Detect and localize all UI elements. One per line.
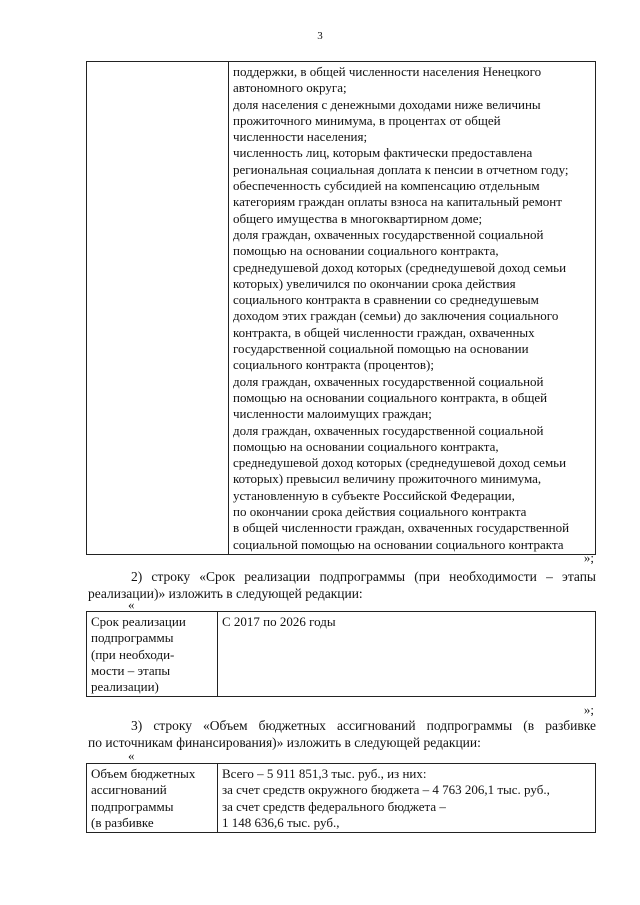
text-line: (в разбивке xyxy=(91,814,154,830)
table-row xyxy=(87,764,596,833)
table-cell-label xyxy=(87,612,218,697)
text-line: региональная социальная доплата к пенсии в отчетном году; xyxy=(233,161,569,177)
text-line: по окончании срока действия социального контракта xyxy=(233,504,527,520)
table-cell-indicators xyxy=(229,62,596,555)
closing-quote: »; xyxy=(583,702,594,717)
text-line: численности малоимущих граждан; xyxy=(233,406,432,422)
text-line: помощью на основании социального контракта, xyxy=(233,438,499,454)
text-line: которых) увеличился по окончании срока действия xyxy=(233,275,516,291)
text-line: прожиточного минимума, в процентах от общей xyxy=(233,112,501,128)
text-line: социальной помощью на основании социального контракта xyxy=(233,536,564,552)
text-line: (при необходи- xyxy=(91,646,175,662)
amendment-paragraph-2 xyxy=(88,568,596,602)
table-cell-value: С 2017 по 2026 годы xyxy=(218,612,596,697)
text-line: за счет средств федерального бюджета – xyxy=(222,798,446,814)
text-line: общего имущества в многоквартирном доме; xyxy=(233,210,483,226)
text-line: автономного округа; xyxy=(233,80,347,96)
text-line: доходом этих граждан (семьи) до заключения социального xyxy=(233,308,559,324)
text-line: Объем бюджетных xyxy=(91,766,196,781)
text-line: государственной социальной помощью на основании xyxy=(233,341,529,357)
text-line: доля населения с денежными доходами ниже величины xyxy=(233,96,541,112)
text-line: подпрограммы xyxy=(91,630,174,646)
table-row xyxy=(87,62,596,555)
text-line: обеспеченность субсидией на компенсацию отдельным xyxy=(233,178,540,194)
indicators-table xyxy=(86,61,596,555)
paragraph-line: по источникам финансирования)» изложить в следующей редакции: xyxy=(88,735,481,750)
text-line: которых) превысил величину прожиточного минимума, xyxy=(233,471,542,487)
text-line: поддержки, в общей численности населения Ненецкого xyxy=(233,64,542,79)
text-line: категориям граждан оплаты взноса на капитальный ремонт xyxy=(233,194,562,210)
table-cell-value xyxy=(218,764,596,833)
opening-quote: « xyxy=(128,748,135,763)
text-line: помощью на основании социального контракта, xyxy=(233,243,499,259)
closing-quote: »; xyxy=(583,550,594,565)
amendment-paragraph-3 xyxy=(88,717,596,751)
paragraph-line: 3) строку «Объем бюджетных ассигнований подпрограммы (в разбивке xyxy=(131,718,596,733)
text-line: ассигнований xyxy=(91,782,167,798)
text-line: среднедушевой доход которых (среднедушевой доход семьи xyxy=(233,455,567,471)
table-cell-label xyxy=(87,62,229,555)
page-number: 3 xyxy=(317,30,323,42)
table-row xyxy=(87,612,596,697)
text-line: Всего – 5 911 851,3 тыс. руб., из них: xyxy=(222,766,427,781)
text-line: численность лиц, которым фактически предоставлена xyxy=(233,145,533,161)
opening-quote: « xyxy=(128,597,135,612)
text-line: социального контракта (процентов); xyxy=(233,357,434,373)
text-line: численности населения; xyxy=(233,129,368,145)
text-line: контракта, в общей численности граждан, охваченных xyxy=(233,324,535,340)
text-line: установленную в субъекте Российской Федерации, xyxy=(233,487,515,503)
text-line: мости – этапы xyxy=(91,662,171,678)
text-line: в общей численности граждан, охваченных государственной xyxy=(233,520,570,536)
text-line: за счет средств окружного бюджета – 4 763 206,1 тыс. руб., xyxy=(222,782,550,798)
text-line: доля граждан, охваченных государственной социальной xyxy=(233,373,544,389)
text-line: 1 148 636,6 тыс. руб., xyxy=(222,814,340,830)
paragraph-line: реализации)» изложить в следующей редакции: xyxy=(88,586,363,601)
text-line: доля граждан, охваченных государственной социальной xyxy=(233,226,544,242)
table-cell-label xyxy=(87,764,218,833)
text-line: доля граждан, охваченных государственной социальной xyxy=(233,422,544,438)
text-line: подпрограммы xyxy=(91,798,174,814)
budget-allocations-table xyxy=(86,763,596,833)
text-line: социального контракта в сравнении со среднедушевым xyxy=(233,292,539,308)
text-line: среднедушевой доход которых (среднедушевой доход семьи xyxy=(233,259,567,275)
text-line: реализации) xyxy=(91,679,159,695)
text-line: Срок реализации xyxy=(91,614,186,629)
implementation-period-table xyxy=(86,611,596,697)
text-line: помощью на основании социального контракта, в общей xyxy=(233,389,548,405)
paragraph-line: 2) строку «Срок реализации подпрограммы (при необходимости – этапы xyxy=(131,569,596,584)
